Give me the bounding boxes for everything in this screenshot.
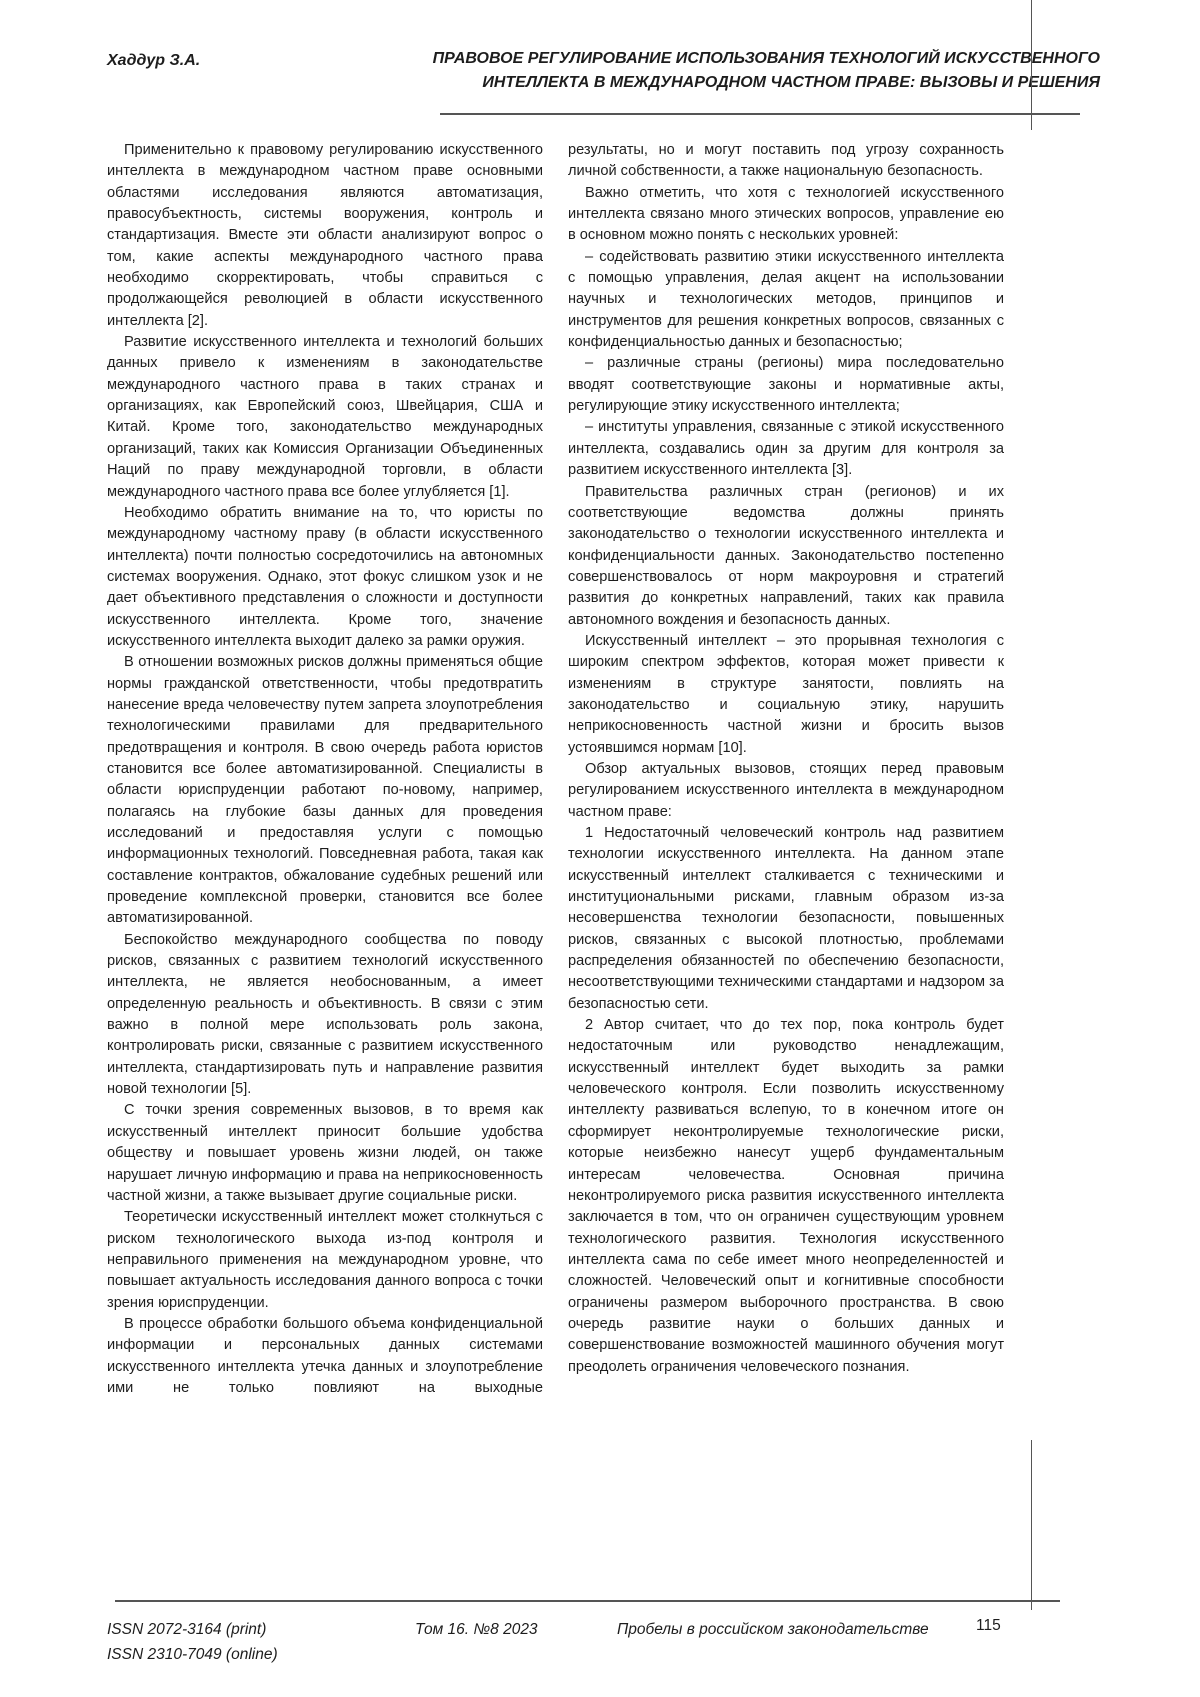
paragraph: В процессе обработки большого объема конфиденциальной информации и персональных данных системами искусственного интеллекта утечка данных и злоупотребление ими не только повлияют на выходные [107,1314,543,1399]
header-rule [440,113,1080,115]
left-column [107,140,543,1399]
list-item: – различные страны (регионы) мира последовательно вводят соответствующие законы и нормативные акты, регулирующие этику искусственного интеллекта; [568,353,1004,417]
paragraph-continuation: результаты, но и могут поставить под угрозу сохранность личной собственности, а также национальную безопасность. [568,140,1004,183]
paragraph: Развитие искусственного интеллекта и технологий больших данных привело к изменениям в законодательстве международного частного права в таких странах и организациях, как Европейский союз, Швейцария, США и Китай. Кроме того, законодательство международных организаций, таких как Комиссия Организации Объединенных Наций по праву международной торговли, в области международного частного права все более углубляется [1]. [107,332,543,503]
footer-rule [115,1600,1060,1602]
paragraph: Применительно к правовому регулированию искусственного интеллекта в международном частном праве основными областями исследования являются автоматизация, правосубъектность, системы вооружения, контроль и стандартизация. Вместе эти области анализируют вопрос о том, какие аспекты международного частного права необходимо скорректировать, чтобы справиться с продолжающейся революцией в области искусственного интеллекта [2]. [107,140,543,332]
right-column [568,140,1004,1378]
running-header-title: ПРАВОВОЕ РЕГУЛИРОВАНИЕ ИСПОЛЬЗОВАНИЯ ТЕХНОЛОГИЙ ИСКУССТВЕННОГО ИНТЕЛЛЕКТА В МЕЖДУНАРОДНОМ ЧАСТНОМ ПРАВЕ: ВЫЗОВЫ И РЕШЕНИЯ [380,47,1100,95]
footer-volume: Том 16. №8 2023 [415,1617,538,1642]
running-header-author: Хаддур З.А. [107,52,200,70]
footer-journal-name: Пробелы в российском законодательстве [617,1617,929,1642]
paragraph: С точки зрения современных вызовов, в то время как искусственный интеллект приносит большие удобства обществу и повышает уровень жизни людей, он также нарушает личную информацию и права на неприкосновенность частной жизни, а также вызывает другие социальные риски. [107,1100,543,1207]
footer-vertical-rule [1031,1440,1032,1610]
paragraph: Правительства различных стран (регионов) и их соответствующие ведомства должны принять законодательство о технологии искусственного интеллекта и конфиденциальности данных. Законодательство постепенно совершенствовалось от норм макроуровня и стратегий развития до конкретных направлений, таких как правила автономного вождения и безопасность данных. [568,482,1004,631]
paragraph: Теоретически искусственный интеллект может столкнуться с риском технологического выхода из-под контроля и неправильного применения на международном уровне, что повышает актуальность исследования данного вопроса с точки зрения юриспруденции. [107,1207,543,1314]
list-item: – содействовать развитию этики искусственного интеллекта с помощью управления, делая акцент на использовании научных и технологических методов, принципов и инструментов для решения конкретных вопросов, связанных с конфиденциальностью данных и безопасностью; [568,247,1004,354]
paragraph: Беспокойство международного сообщества по поводу рисков, связанных с развитием технологий искусственного интеллекта, не является необоснованным, а имеет определенную реальность и объективность. В связи с этим важно в полной мере использовать роль закона, контролировать риски, связанные с развитием искусственного интеллекта, стандартизировать путь и направление развития новой технологии [5]. [107,930,543,1101]
paragraph: 1 Недостаточный человеческий контроль над развитием технологии искусственного интеллекта. На данном этапе искусственный интеллект сталкивается с техническими и институциональными рисками, главным образом из-за несовершенства технологии безопасности, повышенных рисков, связанных с высокой плотностью, проблемами распределения обязанностей по обеспечению безопасности, несоответствующими техническими стандартами и надзором за безопасностью сети. [568,823,1004,1015]
paragraph: Обзор актуальных вызовов, стоящих перед правовым регулированием искусственного интеллекта в международном частном праве: [568,759,1004,823]
paragraph: В отношении возможных рисков должны применяться общие нормы гражданской ответственности, чтобы предотвратить нанесение вреда человечеству путем запрета злоупотребления технологическими правилами для предварительного предотвращения и контроля. В свою очередь работа юристов становится все более автоматизированной. Специалисты в области юриспруденции работают по-новому, например, полагаясь на глубокие базы данных для проведения исследований и предоставляя услуги с помощью информационных технологий. Повседневная работа, такая как составление контрактов, обжалование судебных решений или проведение комплексной проверки, становится все более автоматизированной. [107,652,543,929]
paragraph: 2 Автор считает, что до тех пор, пока контроль будет недостаточным или руководство ненадлежащим, искусственный интеллект будет выходить за рамки человеческого контроля. Если позволить искусственному интеллекту развиваться вслепую, то в конечном итоге он сформирует неконтролируемые технологические риски, которые неизбежно нанесут ущерб фундаментальным интересам человечества. Основная причина неконтролируемого риска развития искусственного интеллекта заключается в том, что он ограничен существующим уровнем технологического развития. Технология искусственного интеллекта сама по себе имеет много неопределенностей и сложностей. Человеческий опыт и когнитивные способности ограничены размером выборочного пространства. В свою очередь развитие науки о больших данных и совершенствование возможностей машинного обучения могут преодолеть ограничения человеческого познания. [568,1015,1004,1378]
header-vertical-rule [1031,0,1032,130]
list-item: – институты управления, связанные с этикой искусственного интеллекта, создавались один за другим для контроля за развитием искусственного интеллекта [3]. [568,417,1004,481]
paragraph: Важно отметить, что хотя с технологией искусственного интеллекта связано много этических вопросов, управление ею в основном можно понять с нескольких уровней: [568,183,1004,247]
paragraph: Искусственный интеллект – это прорывная технология с широким спектром эффектов, которая может привести к изменениям в структуре занятости, повлиять на законодательство и социальную этику, нарушить неприкосновенность частной жизни и бросить вызов устоявшимся нормам [10]. [568,631,1004,759]
issn-online: ISSN 2310-7049 (online) [107,1642,278,1667]
footer-issn [107,1617,278,1667]
paragraph: Необходимо обратить внимание на то, что юристы по международному частному праву (в области искусственного интеллекта) почти полностью сосредоточились на автономных системах вооружения. Однако, этот фокус слишком узок и не дает объективного представления о сложности и доступности искусственного интеллекта. Кроме того, значение искусственного интеллекта выходит далеко за рамки оружия. [107,503,543,652]
issn-print: ISSN 2072-3164 (print) [107,1617,278,1642]
page-number: 115 [976,1617,1001,1635]
